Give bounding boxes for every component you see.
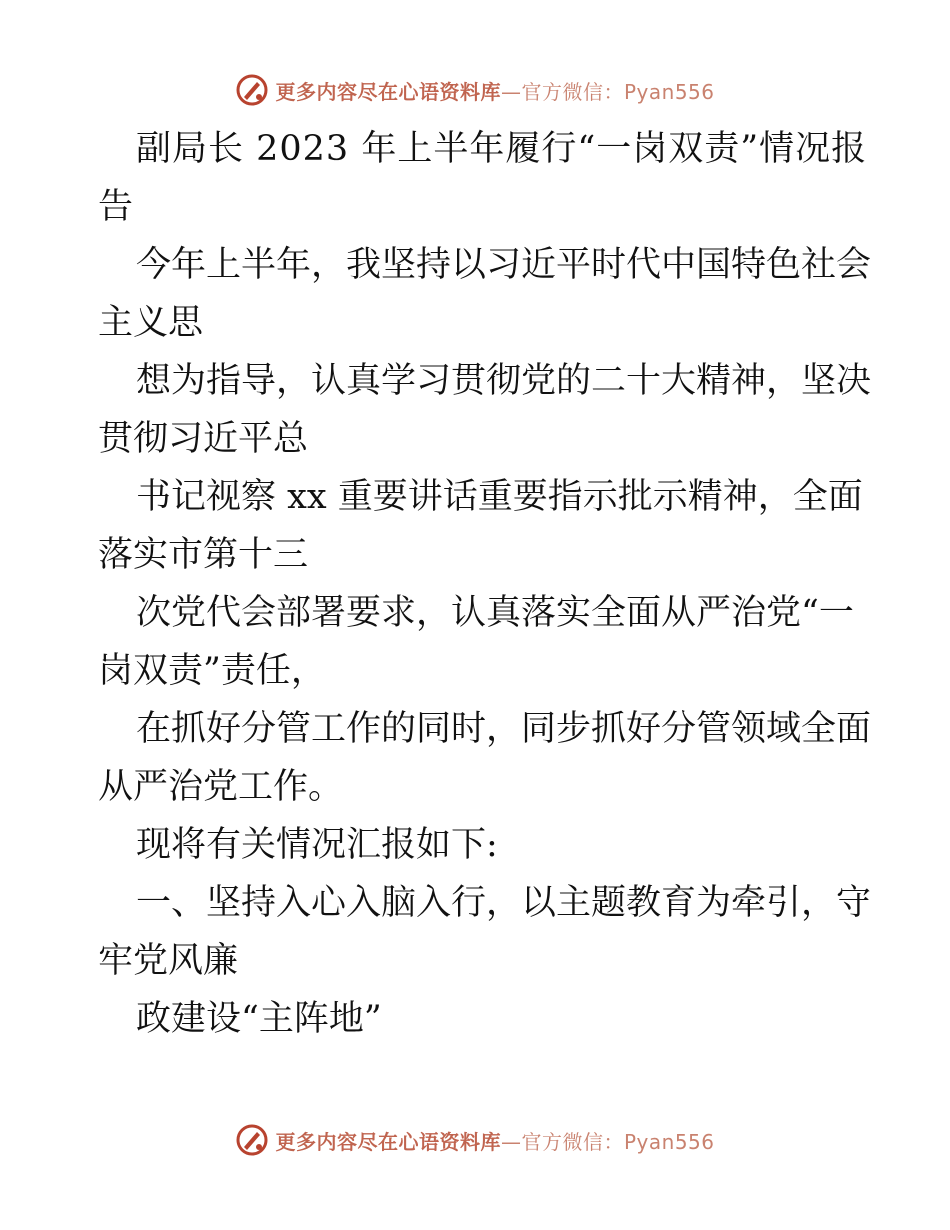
text-line: 想为指导，认真学习贯彻党的二十大精神，坚决	[136, 361, 872, 401]
watermark-header	[0, 70, 950, 110]
text-line: 书记视察 xx 重要讲话重要指示批示精神，全面	[136, 477, 863, 517]
text-line: 岗双责”责任，	[98, 651, 326, 691]
text-line: 牢党风廉	[98, 941, 239, 981]
document-body	[98, 120, 872, 1048]
watermark-footer	[0, 1120, 950, 1160]
watermark-text	[275, 76, 714, 105]
text-line: 主义思	[98, 303, 204, 343]
watermark-sep: —官方微信：	[500, 1129, 624, 1154]
text-line: 政建设“主阵地”	[136, 999, 382, 1039]
brand-logo-icon	[235, 73, 269, 107]
text-line: 今年上半年，我坚持以习近平时代中国特色社会	[136, 245, 872, 285]
text-line: 现将有关情况汇报如下:	[136, 825, 498, 865]
watermark-id: Pyan556	[623, 1129, 715, 1154]
watermark-main: 更多内容尽在心语资料库	[275, 1129, 501, 1154]
paragraph-lines	[98, 236, 872, 1048]
text-line: 次党代会部署要求，认真落实全面从严治党“一	[136, 593, 854, 633]
text-line: 一、坚持入心入脑入行，以主题教育为牵引，守	[136, 883, 872, 923]
watermark-id: Pyan556	[623, 79, 715, 104]
text-line: 贯彻习近平总	[98, 419, 309, 459]
watermark-main: 更多内容尽在心语资料库	[275, 79, 501, 104]
text-line: 落实市第十三	[98, 535, 309, 575]
document-title-line1: 副局长 2023 年上半年履行“一岗双责”情况报	[136, 129, 868, 169]
brand-logo-icon	[235, 1123, 269, 1157]
watermark-sep: —官方微信：	[500, 79, 624, 104]
document-title-line2: 告	[98, 187, 135, 227]
text-line: 在抓好分管工作的同时，同步抓好分管领域全面	[136, 709, 872, 749]
text-line: 从严治党工作。	[98, 767, 344, 807]
watermark-text	[275, 1126, 714, 1155]
